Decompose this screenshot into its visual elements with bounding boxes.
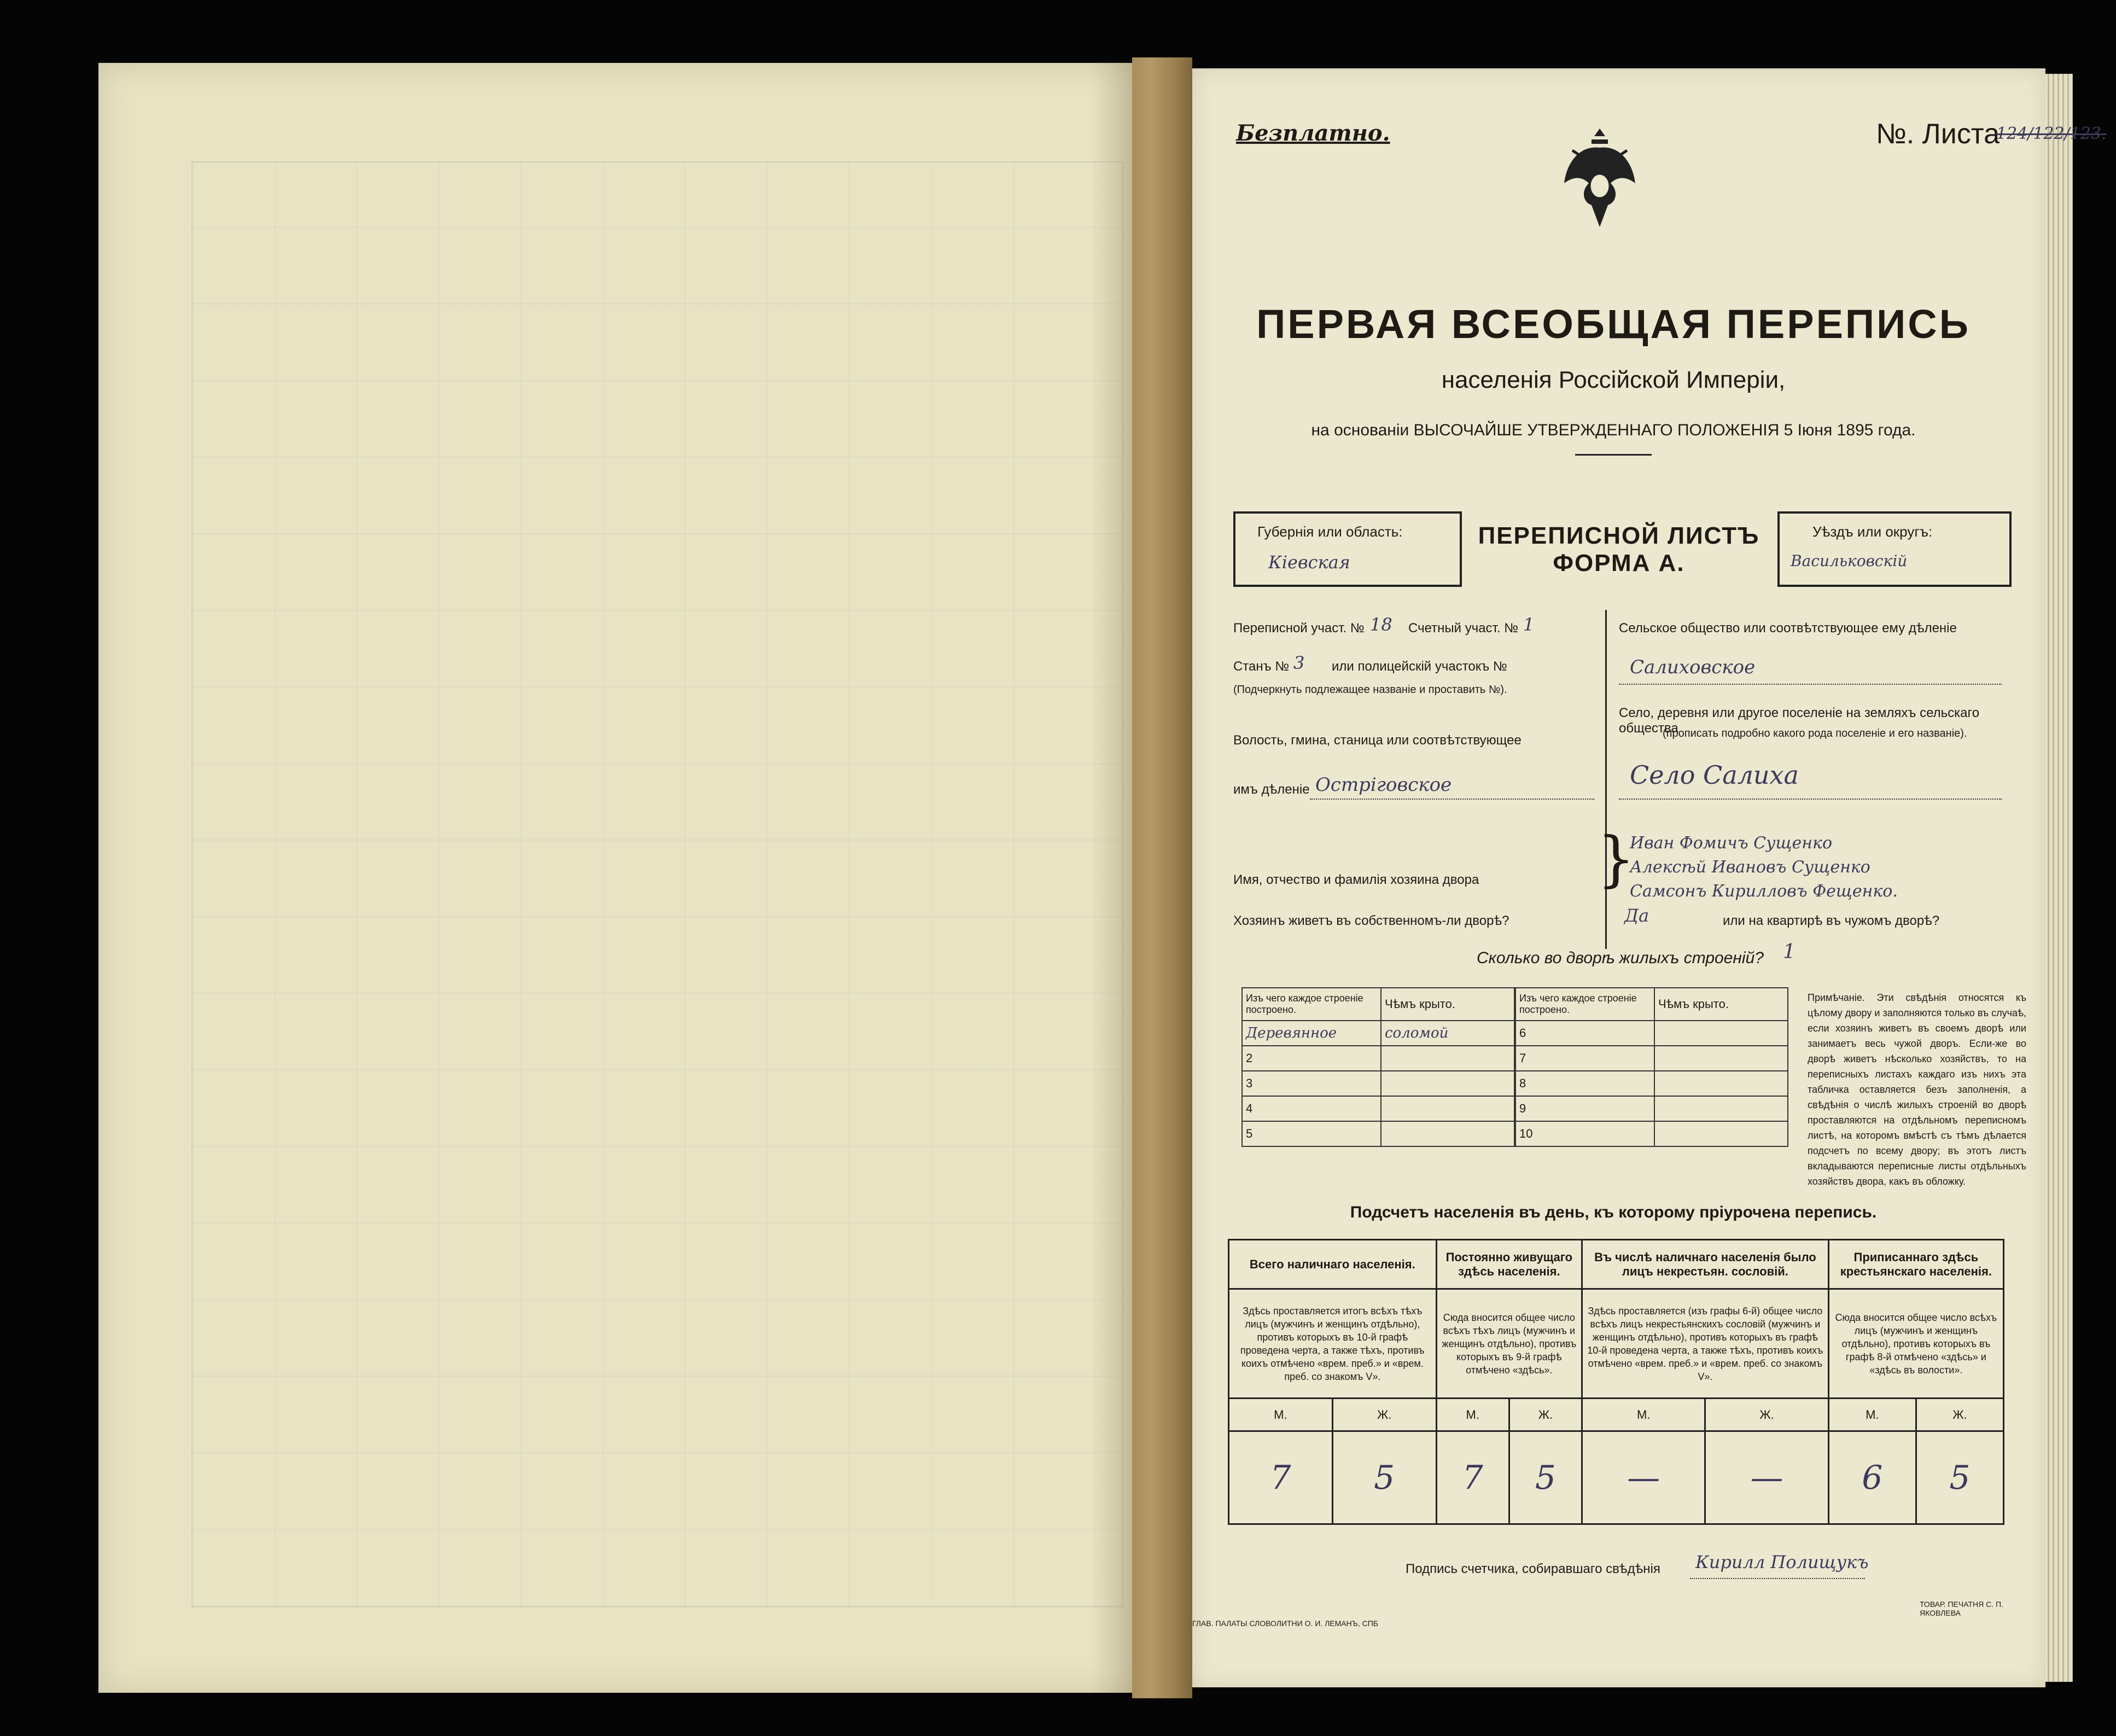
census-basis-line: на основаніи ВЫСОЧАЙШЕ УТВЕРЖДЕННАГО ПОЛОЖЕНІЯ 5 Іюня 1895 года. [1311, 421, 1916, 439]
census-area-value: 18 [1370, 614, 1392, 635]
row-num-10: 10 [1515, 1121, 1654, 1146]
province-label: Губернія или область: [1257, 523, 1403, 540]
population-table [1228, 1239, 2004, 1525]
sheet-number-label: №. Листа [1876, 118, 2000, 150]
owner-label: Имя, отчество и фамилія хозяина двора [1233, 872, 1479, 887]
f-header-3: Ж. [1705, 1399, 1828, 1431]
village-value: Село Салиха [1630, 760, 1799, 790]
district-box [1777, 511, 2012, 587]
buildings-table-left [1241, 987, 1515, 1147]
census-title: ПЕРВАЯ ВСЕОБЩАЯ ПЕРЕПИСЬ [1256, 301, 1971, 347]
pop-peasant-female: 5 [1916, 1431, 2003, 1524]
rural-society-rule [1619, 684, 2002, 685]
location-fields-left [1233, 610, 1607, 949]
f-header-1: Ж. [1332, 1399, 1436, 1431]
form-title-block [1477, 522, 1761, 577]
f-header-4: Ж. [1916, 1399, 2003, 1431]
volost-value: Остріговское [1315, 774, 1452, 796]
row-num-6: 6 [1515, 1021, 1654, 1046]
pop-total-female: 5 [1332, 1431, 1436, 1524]
col-material-header: Изъ чего каждое строеніе построено. [1242, 988, 1381, 1021]
signature-label: Подпись счетчика, собиравшаго свѣдѣнія [1406, 1562, 1660, 1576]
buildings-table-right [1515, 987, 1788, 1147]
form-title-2: ФОРМА А. [1553, 550, 1685, 576]
printer-left: ГЛАВ. ПАЛАТЫ СЛОВОЛИТНИ О. И. ЛЕМАНЪ, СПБ [1192, 1619, 1378, 1628]
district-value: Васильковскій [1791, 552, 1908, 570]
book-spine [1132, 57, 1192, 1698]
pop-peasant-male: 6 [1828, 1431, 1916, 1524]
pop-total-male: 7 [1229, 1431, 1333, 1524]
province-value: Кіевская [1268, 552, 1350, 573]
form-title-1: ПЕРЕПИСНОЙ ЛИСТЪ [1478, 522, 1760, 549]
row-num-4: 4 [1242, 1096, 1381, 1121]
pop-nonpeasant-female: — [1705, 1431, 1828, 1524]
census-area-label: Переписной участ. № [1233, 621, 1365, 636]
imperial-eagle-emblem [1559, 123, 1641, 238]
own-yard-label: Хозяинъ живетъ въ собственномъ-ли дворѣ? [1233, 913, 1509, 928]
owner-name-2: Алексѣй Ивановъ Сущенко [1630, 858, 1870, 877]
owner-name-1: Иван Фомичъ Сущенко [1630, 834, 1833, 853]
census-subtitle: населенія Россійской Имперіи, [1441, 366, 1786, 393]
col-roof-header-2: Чѣмъ крыто. [1654, 988, 1788, 1021]
roof-1: соломой [1381, 1021, 1514, 1046]
pop-group-title-2: Постоянно живущаго здѣсь населенія. [1436, 1240, 1582, 1289]
population-heading: Подсчетъ населенія въ день, къ которому пріурочена перепись. [1350, 1203, 1877, 1221]
col-roof-header: Чѣмъ крыто. [1381, 988, 1514, 1021]
f-header-2: Ж. [1509, 1399, 1582, 1431]
roof-3 [1381, 1071, 1514, 1096]
open-book [93, 57, 2107, 1698]
m-header-3: М. [1582, 1399, 1705, 1431]
province-box [1233, 511, 1462, 587]
col-material-header-2: Изъ чего каждое строеніе построено. [1515, 988, 1654, 1021]
owner-brace: } [1597, 824, 1635, 894]
pop-resident-female: 5 [1509, 1431, 1582, 1524]
row-num-5: 5 [1242, 1121, 1381, 1146]
row-num-2: 2 [1242, 1046, 1381, 1071]
pop-group-desc-3: Здѣсь проставляется (изъ графы 6-й) общее число всѣхъ лицъ некрестьянскихъ сословій (мужчинъ и женщинъ отдѣльно), противъ которыхъ въ графѣ 10-й проведена черта, а также тѣхъ, противъ коихъ отмѣчено «врем. преб.» и «врем. преб. со знакомъ V». [1582, 1289, 1829, 1399]
row-num-7: 7 [1515, 1046, 1654, 1071]
pop-group-title-3: Въ числѣ наличнаго населенія было лицъ некрестьян. сословій. [1582, 1240, 1829, 1289]
signature-value: Кирилл Полищукъ [1695, 1552, 1869, 1572]
pop-group-title-1: Всего наличнаго населенія. [1229, 1240, 1437, 1289]
row-num-9: 9 [1515, 1096, 1654, 1121]
village-rule [1619, 799, 2002, 800]
buildings-note: Примѣчаніе. Эти свѣдѣнія относятся къ цѣлому двору и заполняются только въ случаѣ, если хозяинъ живетъ въ своемъ дворѣ или занимаетъ весь чужой дворъ. Если-же во дворѣ живетъ нѣсколько хозяйствъ, то на переписныхъ листахъ каждаго изъ нихъ эта табличка оставляется безъ заполненія, а свѣдѣнія о числѣ жилыхъ строеній во дворѣ проставляются на отдѣльномъ переписномъ листѣ, на которомъ вмѣстѣ съ тѣмъ дѣлается подсчетъ по всему двору; въ этотъ листъ вкладываются переписные листы отдѣльныхъ хозяйствъ двора, какъ въ обложку. [1808, 992, 2026, 1187]
owner-name-3: Самсонъ Кирилловъ Фещенко. [1630, 882, 1898, 901]
m-header-4: М. [1828, 1399, 1916, 1431]
pop-group-desc-1: Здѣсь проставляется итогъ всѣхъ тѣхъ лицъ (мужчинъ и женщинъ отдѣльно), противъ которыхъ въ 10-й графѣ проведена черта, а также тѣхъ, противъ коихъ отмѣчено «врем. преб.» и «врем. преб. со знакомъ V». [1229, 1289, 1437, 1399]
sheet-number-value: 124/122/123. [1996, 124, 2107, 143]
roof-2 [1381, 1046, 1514, 1071]
police-label: или полицейскій участокъ № [1332, 659, 1507, 674]
location-fields-right [1619, 610, 2013, 807]
buildings-answer: 1 [1783, 941, 1796, 963]
rural-society-label: Сельское общество или соотвѣтствующее ему дѣленіе [1619, 621, 1957, 636]
free-label: Безплатно. [1236, 120, 1390, 146]
bleed-through-ghost [191, 161, 1123, 1607]
stan-label: Станъ № [1233, 659, 1290, 674]
m-header-2: М. [1436, 1399, 1509, 1431]
signature-rule [1690, 1578, 1865, 1579]
ornament-divider [1575, 454, 1652, 456]
village-label: Село, деревня или другое поселеніе на земляхъ сельскаго общества [1619, 706, 1980, 736]
own-yard-value: Да [1624, 905, 1649, 926]
volost-label: Волость, гмина, станица или соотвѣтствующее [1233, 733, 1522, 748]
volost-label-2: имъ дѣленіе [1233, 782, 1310, 797]
rented-label: или на квартирѣ въ чужомъ дворѣ? [1723, 913, 1940, 928]
pop-group-title-4: Приписаннаго здѣсь крестьянскаго населенія. [1828, 1240, 2003, 1289]
stan-note: (Подчеркнуть подлежащее названіе и проставить №). [1233, 684, 1507, 696]
count-area-label: Счетный участ. № [1408, 621, 1518, 636]
pop-group-desc-2: Сюда вносится общее число всѣхъ тѣхъ лицъ (мужчинъ и женщинъ отдѣльно), противъ которыхъ въ 9-й графѣ отмѣчено «здѣсь». [1436, 1289, 1582, 1399]
district-label: Уѣздъ или округъ: [1812, 523, 1933, 540]
village-note: (прописать подробно какого рода поселеніе и его названіе). [1663, 727, 1967, 739]
stan-value: 3 [1293, 653, 1305, 673]
count-area-value: 1 [1523, 614, 1535, 635]
volost-rule [1310, 799, 1594, 800]
census-form-page [1192, 68, 2107, 1687]
material-1: Деревянное [1242, 1021, 1381, 1046]
roof-4 [1381, 1096, 1514, 1121]
m-header-1: М. [1229, 1399, 1333, 1431]
printer-right: ТОВАР. ПЕЧАТНЯ С. П. ЯКОВЛЕВА [1920, 1600, 2003, 1617]
left-page [98, 63, 1132, 1693]
roof-5 [1381, 1121, 1514, 1146]
owner-names [1630, 831, 1898, 904]
row-num-8: 8 [1515, 1071, 1654, 1096]
buildings-question: Сколько во дворѣ жилыхъ строеній? [1477, 949, 1764, 967]
pop-resident-male: 7 [1436, 1431, 1509, 1524]
pop-nonpeasant-male: — [1582, 1431, 1705, 1524]
pop-group-desc-4: Сюда вносится общее число всѣхъ лицъ (мужчинъ и женщинъ отдѣльно), противъ которыхъ въ графѣ 8-й отмѣчено «здѣсь» и «здѣсь въ волости». [1828, 1289, 2003, 1399]
row-num-3: 3 [1242, 1071, 1381, 1096]
rural-society-value: Салиховское [1630, 656, 1756, 678]
